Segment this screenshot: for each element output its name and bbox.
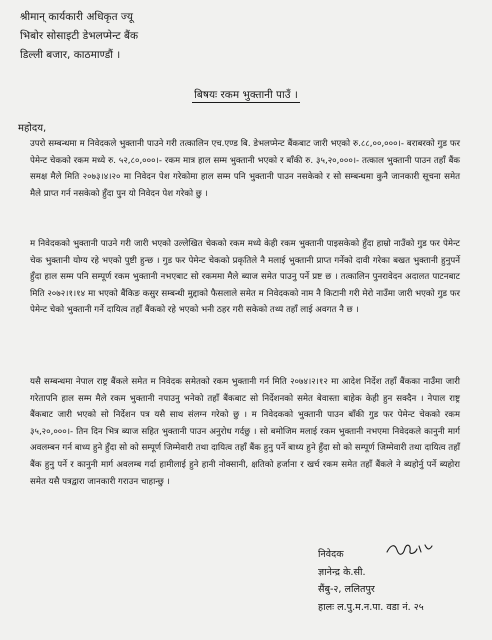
signature-block	[318, 546, 424, 616]
salutation: महोदय,	[18, 123, 47, 134]
applicant-address: सैंबु-२, ललितपुर	[318, 584, 375, 595]
subject-text: बिषयः रकम भुक्तानी पाउँ ।	[194, 89, 298, 101]
recipient-title: श्रीमान् कार्यकारी अधिकृत ज्यू	[20, 11, 134, 23]
recipient-location: डिल्ली बजार, काठमाण्डौं ।	[20, 49, 121, 61]
applicant-label: निवेदक	[318, 549, 344, 560]
paragraph-1: उपरो सम्बन्धमा म निवेदकले भुक्तानी पाउने गरी तत्कालिन एच.एण्ड बि. डेभलप्मेन्ट बैंकबाट जारी भएको रु.८८,००,०००।- बराबरको गुड फर पेमेन्ट चेकको रकम मध्ये रु. ५२,८०,०००।- रकम मात्र हाल सम्म भुक्तानी भएको र बाँकी रु. ३५,२०,०००।- तत्काल भुक्तानी पाउन तहाँ बैंक समक्ष मैले मिति २०७३।४।२० मा निवेदन पेश गरेकोमा हाल सम्म पनि भुक्तानी पाउन नसकेको र सो सम्बन्धमा कुनै जानकारी सूचना समेत मैले प्राप्त गर्न नसकेको हुँदा पुन यो निवेदन पेश गरेको छु ।	[30, 139, 460, 199]
applicant-name: ज्ञानेन्द्र के.सी.	[318, 566, 366, 578]
recipient-bank: भिबोर सोसाइटी डेभलप्मेन्ट बैंक	[20, 30, 139, 42]
subject-line	[0, 88, 492, 102]
applicant-current-address: हालः ल.पु.म.न.पा. वडा नं. २५	[318, 601, 424, 613]
recipient-block	[20, 8, 138, 65]
paragraph-3: यसै सम्बन्धमा नेपाल राष्ट्र बैंकले समेत म निवेदक समेतको रकम भुक्तानी गर्न मिति २०७४।२।१२ मा आदेश निर्देश तहाँ बैंकका नाउँमा जारी गरेतापनि हाल सम्म मैले रकम भुक्तानी नपाउनु भनेको तहाँ बैंकबाट सो निर्देशनको समेत बेवास्ता बाहेक केही हुन सक्दैन । नेपाल राष्ट्र बैंकबाट जारी भएको सो निर्देशन पत्र यसै साथ संलग्न गरेको छु । म निवेदकको भुक्तानी पाउन बाँकी गुड फर पेमेन्ट चेकको रकम ३५,२०,०००।- तिन दिन भित्र ब्याज सहित भुक्तानी पाउन अनुरोध गर्दछु । सो बमोजिम मलाई रकम भुक्तानी नभएमा निवेदकले कानुनी मार्ग अवलम्बन गर्न बाध्य हुने हुँदा सो को सम्पूर्ण जिम्मेवारी तथा दायित्व तहाँ बैंक हुनु पर्ने बाध्य हुने हुँदा सो को सम्पूर्ण जिम्मेवारी तथा दायित्व तहाँ बैंक हुनु पर्ने र कानुनी मार्ग अवलम्ब गर्दा हामीलाई हुने हानी नोक्सानी, क्षतिको हर्जाना र खर्च रकम समेत तहाँ बैंकले ने ब्यहोर्नु पर्ने ब्यहोरा समेत यसै पत्रद्वारा जानकारी गराउन चाहान्छु ।	[30, 377, 460, 487]
paragraph-2: म निवेदकको भुक्तानी पाउने गरी जारी भएको उल्लेखित चेकको रकम मध्ये केही रकम भुक्तानी पाइसकेको हुँदा हाम्रो नाउँको गुड फर पेमेन्ट चेक भुक्तानी योग्य रहे भएको पुष्टी हुन्छ । गुड फर पेमेन्ट चेकको प्रकृतिले नै मलाई भुक्तानी प्राप्त गर्नेको दावी गरेका बखत भुक्तानी हुनुपर्ने हुँदा हाल सम्म पनि सम्पूर्ण रकम भुक्तानी नभएबाट सो रकममा मैले ब्याज समेत पाउनु पर्ने प्रष्ट छ । तत्कालिन पुनरावेदन अदालत पाटनबाट मिति २०७२।१।१४ मा भएको बैंकिङ कसुर सम्बन्धी मुद्दाको फैसलाले समेत म निवेदकको नाम नै किटानी गरी मेरो नाउँमा जारी भएको गुड फर पेमेन्ट चेको भुक्तानी गर्ने दायित्व तहाँ बैंकको रहे भएको भनी ठहर गरी सकेको तथ्य तहाँ लाई अवगत नै छ ।	[30, 239, 460, 316]
